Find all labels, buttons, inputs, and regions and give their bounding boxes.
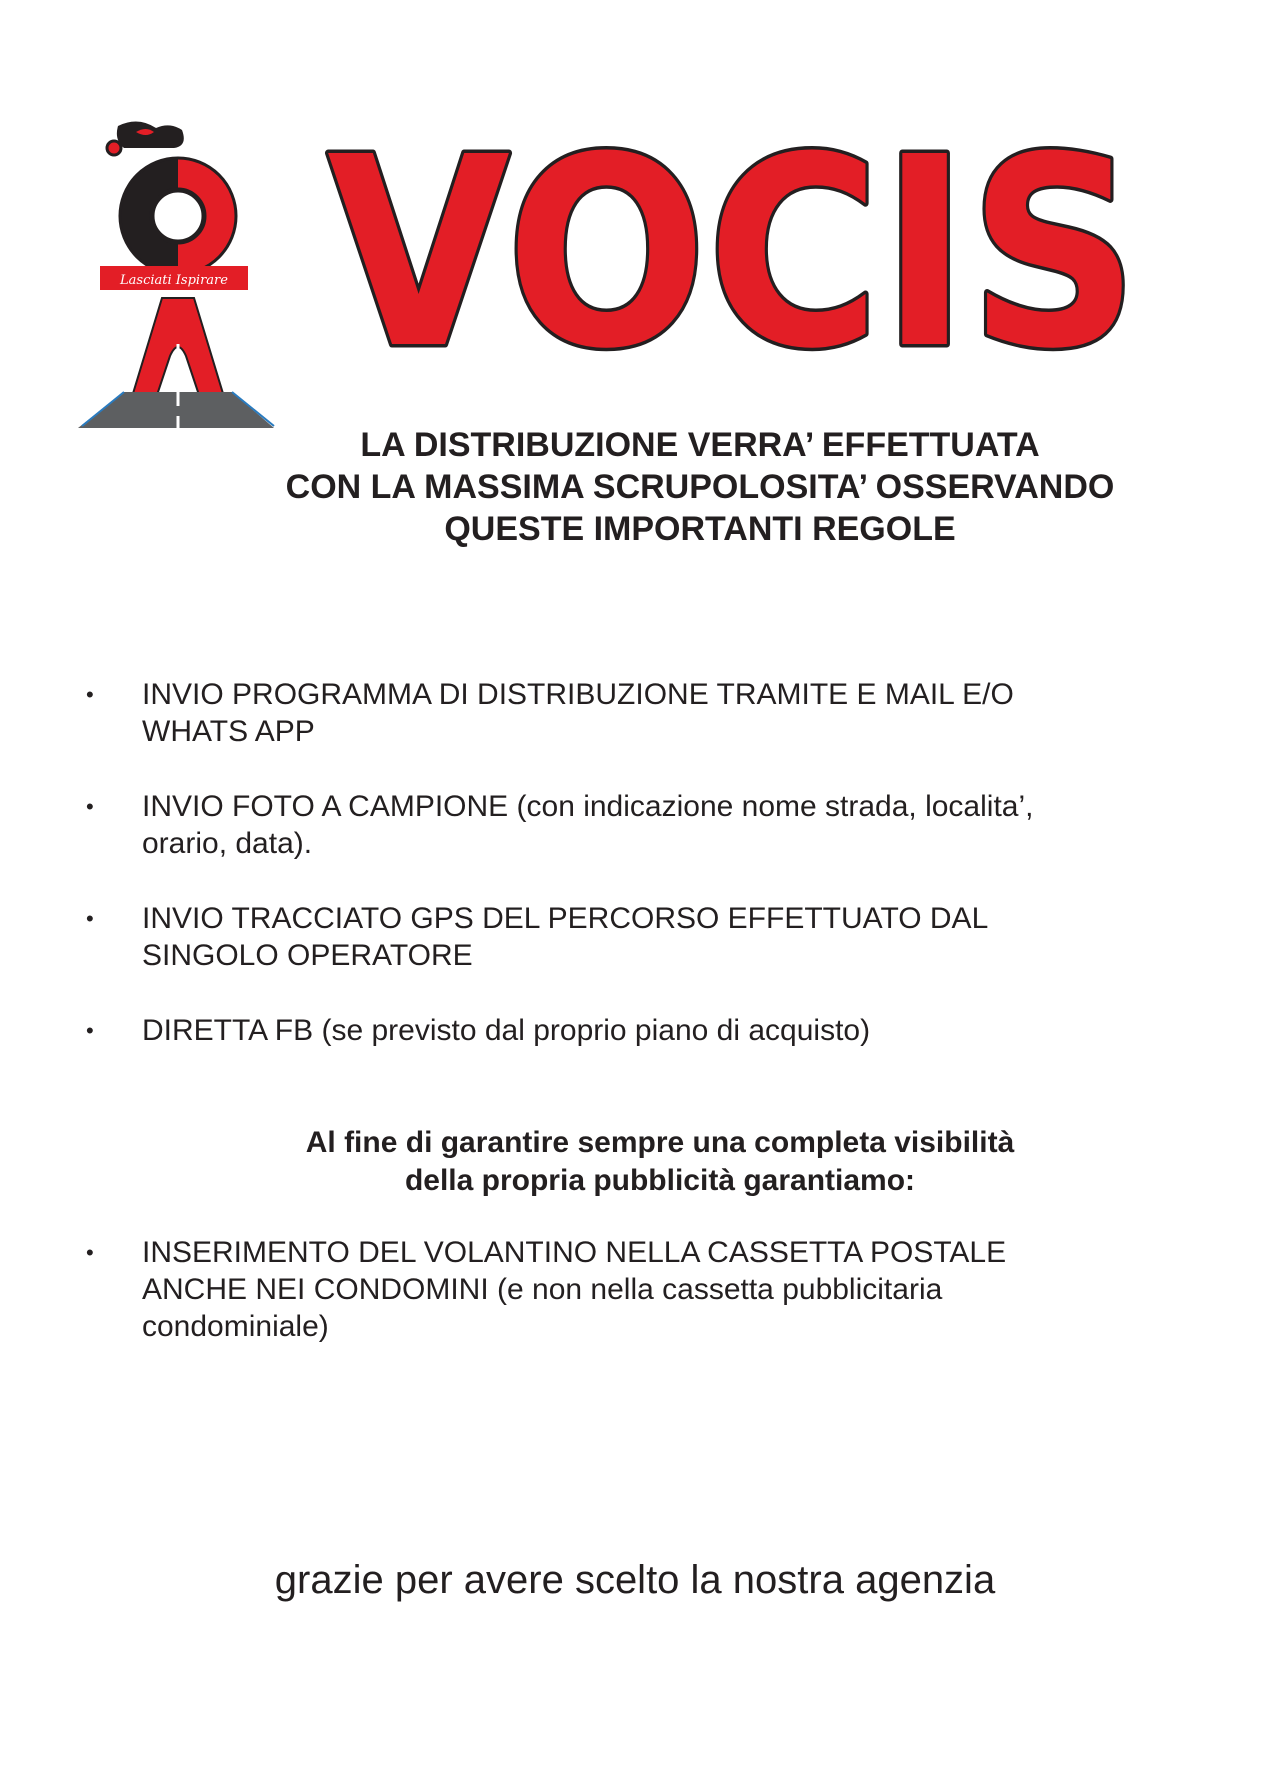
rules-list <box>86 676 1216 1087</box>
bullet: • <box>86 906 94 931</box>
rule-item <box>86 1012 1216 1049</box>
rule-line: INSERIMENTO DEL VOLANTINO NELLA CASSETTA POSTALE <box>142 1236 1007 1269</box>
rule-line: INVIO FOTO A CAMPIONE (con indicazione nome strada, localita’, <box>142 790 1034 823</box>
rule-item <box>86 1234 1216 1345</box>
rule-line: ANCHE NEI CONDOMINI (e non nella cassetta pubblicitaria <box>142 1273 943 1306</box>
logo-tagline: Lasciati Ispirare <box>120 273 228 288</box>
guarantee-line: della propria pubblicità garantiamo: <box>404 1164 916 1197</box>
bullet: • <box>86 1018 94 1043</box>
rule-line: condominiale) <box>142 1310 329 1343</box>
thanks-message: grazie per avere scelto la nostra agenzia <box>274 1558 996 1602</box>
bullet: • <box>86 794 94 819</box>
rule-item <box>86 900 1216 974</box>
bullet: • <box>86 1240 94 1265</box>
guarantee-line: Al fine di garantire sempre una completa visibilità <box>305 1126 1015 1159</box>
rule-item <box>86 676 1216 750</box>
headline <box>200 424 1200 550</box>
guarantee-statement <box>200 1124 1120 1200</box>
rule-item <box>86 788 1216 862</box>
brand-wordmark <box>318 118 1148 368</box>
headline-line: CON LA MASSIMA SCRUPOLOSITA’ OSSERVANDO <box>285 468 1115 506</box>
headline-line: QUESTE IMPORTANTI REGOLE <box>444 510 956 548</box>
rule-line: INVIO PROGRAMMA DI DISTRIBUZIONE TRAMITE E MAIL E/O <box>142 678 1014 711</box>
extra-rules-list <box>86 1234 1216 1345</box>
headline-line: LA DISTRIBUZIONE VERRA’ EFFETTUATA <box>360 426 1040 464</box>
rule-line: SINGOLO OPERATORE <box>142 939 473 972</box>
rule-line: DIRETTA FB (se previsto dal proprio piano di acquisto) <box>142 1014 871 1047</box>
rule-line: WHATS APP <box>142 715 315 748</box>
bullet: • <box>86 682 94 707</box>
brand-name: VOCIS <box>327 118 1139 368</box>
logo-mark <box>78 118 278 428</box>
rule-line: INVIO TRACCIATO GPS DEL PERCORSO EFFETTUATO DAL <box>142 902 989 935</box>
rule-line: orario, data). <box>142 827 313 860</box>
